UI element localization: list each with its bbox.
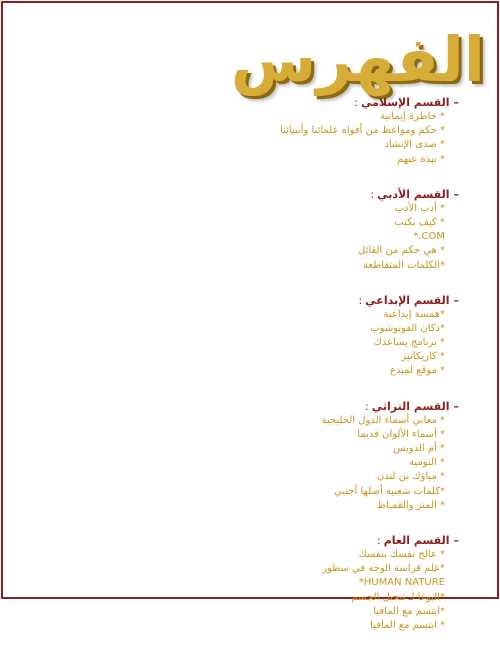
list-item[interactable]: * برنامج يساعدك xyxy=(373,337,445,349)
dash-marker: – xyxy=(453,293,459,307)
list-item[interactable]: * معاني أسماء الدول الخليجية xyxy=(321,414,445,426)
list-item[interactable]: * صدى الإنشاد xyxy=(384,139,445,151)
list-item[interactable]: * كيف نكتب xyxy=(394,216,445,228)
section-heading xyxy=(99,95,459,110)
section-heading xyxy=(99,187,459,202)
list-item[interactable]: * حكم ومواعظ من أفواه علمائنا وأنبيائنا xyxy=(279,125,445,137)
list-item[interactable]: * عالج نفسك بنفسك xyxy=(358,548,445,560)
section-heading xyxy=(99,533,459,548)
list-item[interactable]: *علم فراسة الوجه في سطور xyxy=(322,563,445,575)
colon: : xyxy=(365,399,369,413)
list-item[interactable]: * أدب الأدب xyxy=(394,202,445,214)
list-item[interactable]: *الكلمات المتقاطعة xyxy=(363,259,445,271)
section-title[interactable]: القسم الأدبي xyxy=(377,187,450,201)
section-creative xyxy=(99,293,459,379)
section-title[interactable]: القسم التراثي xyxy=(371,399,450,413)
colon: : xyxy=(358,293,363,307)
section-general xyxy=(99,533,459,633)
index-list xyxy=(99,95,459,653)
list-item[interactable]: * ابتسم مع المافيا xyxy=(370,619,445,631)
list-item[interactable]: *كلمات شعبية أصلها أجنبي xyxy=(333,485,445,497)
list-item[interactable]: HUMAN NATURE* xyxy=(358,577,445,589)
list-item[interactable]: COM.* xyxy=(413,231,445,243)
dash-marker: – xyxy=(453,96,459,109)
page-frame xyxy=(1,1,499,631)
section-heading xyxy=(99,399,459,414)
section-title[interactable]: القسم العام xyxy=(383,533,450,547)
dash-marker: – xyxy=(453,533,459,547)
colon: : xyxy=(354,96,358,109)
colon: : xyxy=(370,187,375,201)
list-item[interactable]: *ابتسم مع المافيا xyxy=(373,605,445,617)
section-islamic xyxy=(99,95,459,167)
section-title[interactable]: القسم الإسلامي xyxy=(360,96,450,109)
list-item[interactable]: * خاطرة إيمانية xyxy=(380,111,445,122)
list-item[interactable]: *همسة إبداعية xyxy=(383,308,445,320)
dash-marker: – xyxy=(453,187,459,201)
list-item[interactable]: * أسماء الألوان قديما xyxy=(357,428,445,440)
list-item[interactable]: * المنز والقمـاط xyxy=(376,499,445,511)
list-item[interactable]: * النوميه xyxy=(409,457,445,469)
list-item[interactable]: * هي حكم من القائل xyxy=(358,245,445,257)
list-item[interactable]: *دكان الفوتوشوب xyxy=(370,322,445,334)
section-heading xyxy=(99,293,459,308)
dash-marker: – xyxy=(453,399,459,413)
colon: : xyxy=(377,533,381,547)
list-item[interactable]: * كاريكاتير xyxy=(401,351,445,363)
section-literary xyxy=(99,187,459,273)
section-title[interactable]: القسم الإبداعي xyxy=(365,293,450,307)
page-title: الفهرس xyxy=(230,23,485,96)
list-item[interactable]: * موقع لمبدع xyxy=(389,365,445,377)
list-item[interactable]: * نبذة عنهم xyxy=(397,153,445,165)
list-item[interactable]: *البوغا لـ تنحيل الجسم xyxy=(351,591,445,603)
section-heritage xyxy=(99,399,459,513)
list-item[interactable]: * مباؤك بن لندن xyxy=(376,471,445,483)
list-item[interactable]: * أم الدويس xyxy=(393,443,445,454)
